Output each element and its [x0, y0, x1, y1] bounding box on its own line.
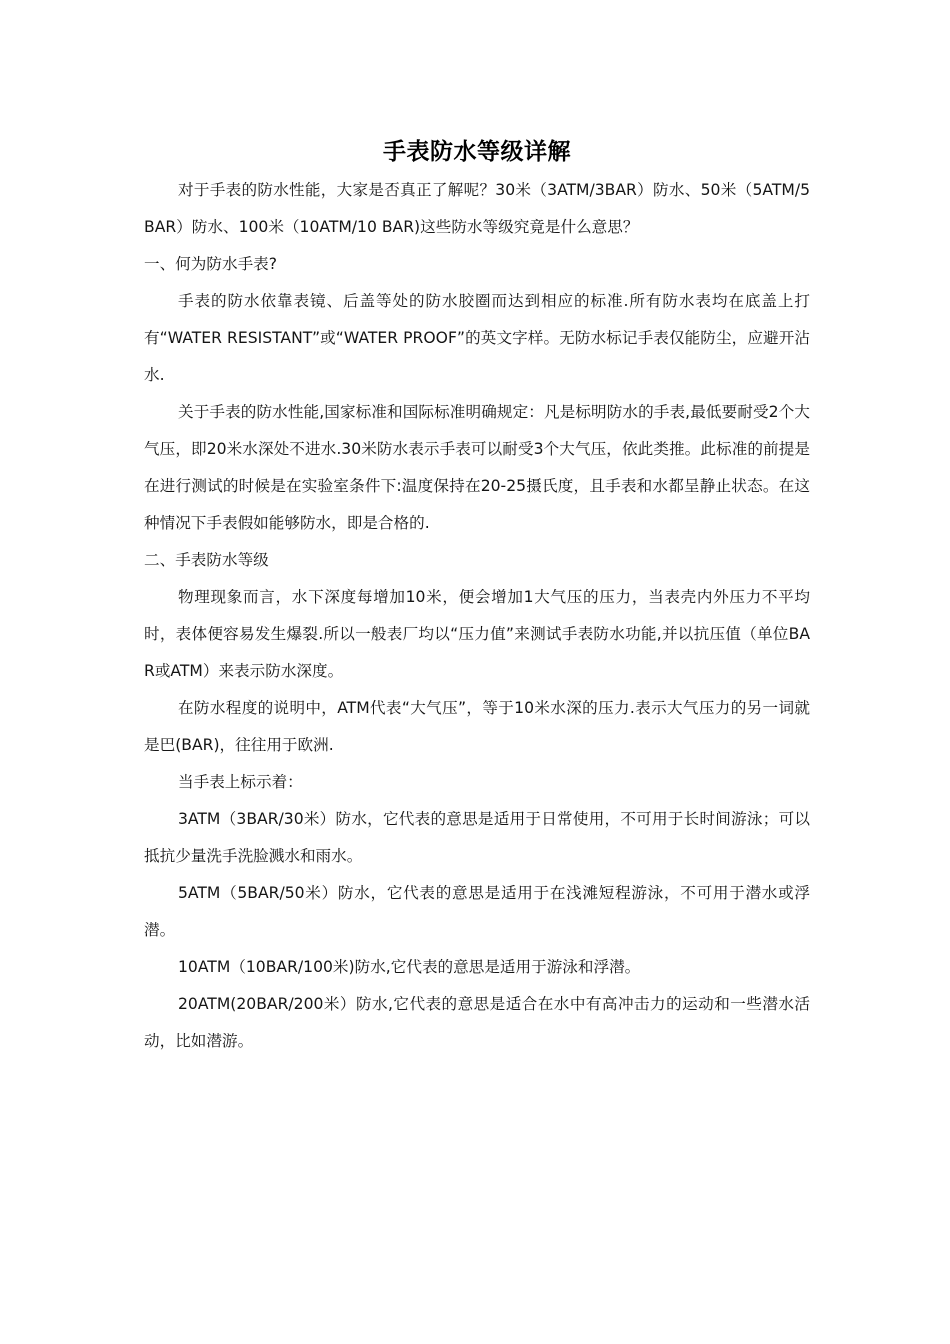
- section-heading-waterproof-levels: 二、手表防水等级: [144, 551, 269, 569]
- paragraph-10atm: 10ATM（10BAR/100米)防水,它代表的意思是适用于游泳和浮潜。: [178, 958, 641, 976]
- paragraph-3atm: 3ATM（3BAR/30米）防水，它代表的意思是适用于日常使用，不可用于长时间游泳；可以抵抗少量洗手洗脸溅水和雨水。: [144, 810, 810, 865]
- paragraph-atm-definition: 在防水程度的说明中，ATM代表“大气压”，等于10米水深的压力.表示大气压力的另一词就是巴(BAR)，往往用于欧洲.: [144, 699, 810, 754]
- intro-paragraph: 对于手表的防水性能，大家是否真正了解呢？30米（3ATM/3BAR）防水、50米（5ATM/5 BAR）防水、100米（10ATM/10 BAR)这些防水等级究竟是什么意思？: [144, 181, 810, 236]
- document-body: [144, 132, 810, 1060]
- paragraph-marking-intro: 当手表上标示着：: [178, 773, 303, 791]
- section-heading-what-is-waterproof: 一、何为防水手表?: [144, 255, 278, 273]
- document-title: 手表防水等级详解: [383, 139, 571, 165]
- paragraph-5atm: 5ATM（5BAR/50米）防水，它代表的意思是适用于在浅滩短程游泳，不可用于潜水或浮潜。: [144, 884, 810, 939]
- paragraph-physics: 物理现象而言，水下深度每增加10米，便会增加1大气压的压力，当表壳内外压力不平均时，表体便容易发生爆裂.所以一般表厂均以“压力值”来测试手表防水功能,并以抗压值（单位BAR或ATM）来表示防水深度。: [144, 588, 810, 680]
- paragraph-waterproof-seals: 手表的防水依靠表镜、后盖等处的防水胶圈而达到相应的标准.所有防水表均在底盖上打有“WATER RESISTANT”或“WATER PROOF”的英文字样。无防水标记手表仅能防尘，应避开沾水.: [144, 292, 810, 384]
- paragraph-20atm: 20ATM(20BAR/200米）防水,它代表的意思是适合在水中有高冲击力的运动和一些潜水活动，比如潜游。: [144, 995, 810, 1050]
- paragraph-standards: 关于手表的防水性能,国家标准和国际标准明确规定：凡是标明防水的手表,最低要耐受2个大气压，即20米水深处不进水.30米防水表示手表可以耐受3个大气压，依此类推。此标准的前提是在进行测试的时候是在实验室条件下:温度保持在20-25摄氏度，且手表和水都呈静止状态。在这种情况下手表假如能够防水，即是合格的.: [144, 403, 810, 532]
